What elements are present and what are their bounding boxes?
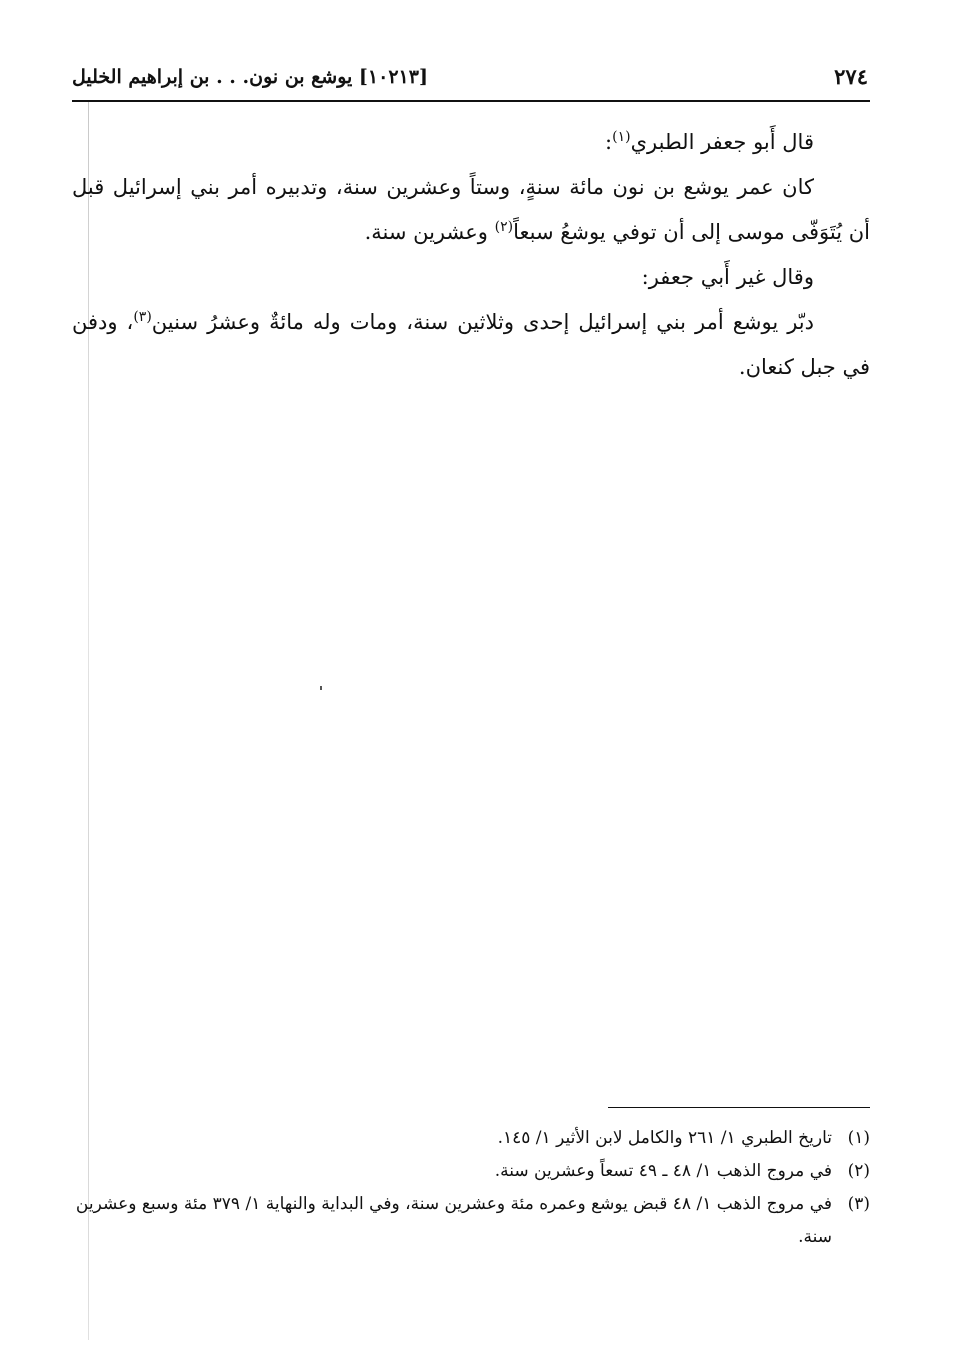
- footnote-2: [72, 1155, 870, 1188]
- paragraph-4-text-b: ، ودفن في جبل كنعان.: [72, 310, 870, 379]
- paragraph-1: [72, 120, 870, 165]
- footnote-ref-3[interactable]: (٣): [133, 309, 152, 325]
- paragraph-2-text-a: كان عمر يوشع بن نون مائة سنةٍ، وستاً وعشرين سنة، وتدبيره أمر بني إسرائيل قبل أن يُتَوَفّى موسى إلى أن توفي يوشعُ سبعاً: [72, 175, 870, 244]
- paragraph-3-text: وقال غير أَبي جعفر:: [641, 265, 814, 289]
- footnote-ref-2[interactable]: (٢): [494, 219, 514, 235]
- paragraph-3: [72, 255, 870, 300]
- footnotes: [72, 1122, 870, 1254]
- header-rule: [72, 100, 870, 102]
- paragraph-1-tail: :: [605, 130, 613, 154]
- paragraph-2: [72, 165, 870, 255]
- footnote-number: (١): [847, 1128, 870, 1148]
- footnote-number: (٢): [847, 1161, 870, 1181]
- paragraph-4: [72, 300, 870, 390]
- footnote-text: في مروج الذهب ١/ ٤٨ قبض يوشع وعمره مئة وعشرين سنة، وفي البداية والنهاية ١/ ٣٧٩ مئة وسبع وعشرين سنة.: [75, 1194, 832, 1247]
- paragraph-1-text: قال أَبو جعفر الطبري: [630, 130, 814, 154]
- scan-artifact-dot: [320, 686, 322, 690]
- footnote-number: (٣): [847, 1194, 870, 1214]
- footnote-ref-1[interactable]: (١): [612, 129, 631, 145]
- paragraph-4-text-a: دبّر يوشع أمر بني إسرائيل إحدى وثلاثين سنة، ومات وله مائةٌ وعشرُ سنين: [151, 310, 814, 334]
- running-title: [١٠٢١٣] يوشع بن نون. . . بن إبراهيم الخليل: [72, 66, 428, 88]
- footnote-text: في مروج الذهب ١/ ٤٨ ـ ٤٩ تسعاً وعشرين سنة.: [494, 1161, 832, 1181]
- page-number: ٢٧٤: [834, 64, 868, 89]
- main-text: [72, 120, 870, 390]
- footnote-1: [72, 1122, 870, 1155]
- footnote-text: تاريخ الطبري ١/ ٢٦١ والكامل لابن الأثير ١/ ١٤٥.: [497, 1128, 832, 1148]
- footnote-3: [72, 1188, 870, 1254]
- footnote-separator: [608, 1107, 870, 1108]
- paragraph-2-text-b: وعشرين سنة.: [364, 220, 495, 244]
